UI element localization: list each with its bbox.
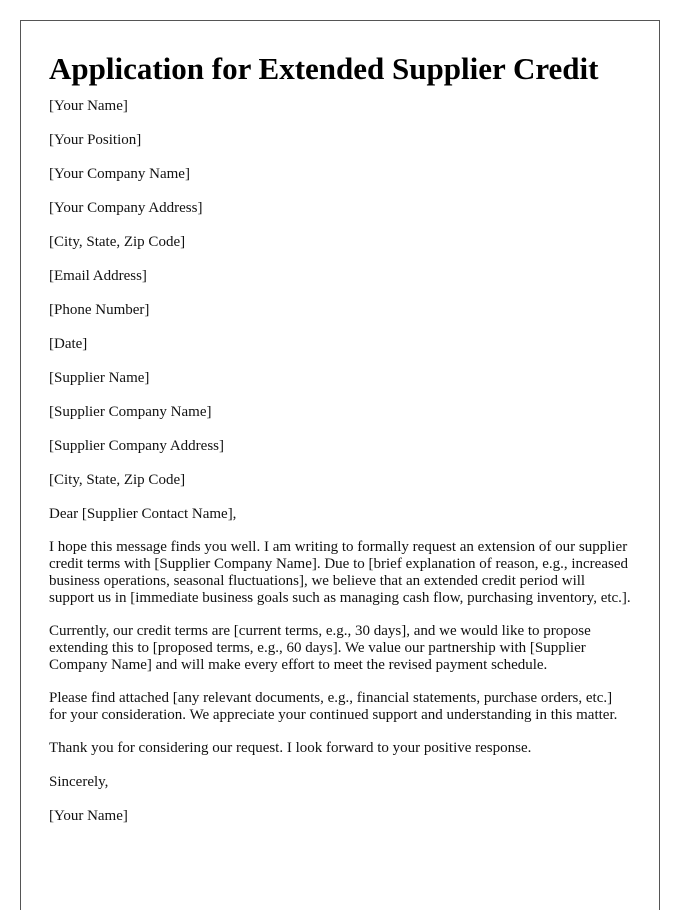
letter-title: Application for Extended Supplier Credit	[49, 51, 599, 86]
body-paragraph-1: I hope this message finds you well. I am writing to formally request an extension of our supplier credit terms with [Supplier Company Name]. Due to [brief explanation of reason, e.g., increased business operations, seasonal fluctuations], we believe that an extended credit period will support us in [immediate business goals such as managing cash flow, purchasing inventory, etc.].	[49, 539, 631, 606]
signature-name: [Your Name]	[49, 808, 128, 824]
closing: Sincerely,	[49, 774, 109, 790]
body-paragraph-2: Currently, our credit terms are [current terms, e.g., 30 days], and we would like to propose extending this to [proposed terms, e.g., 60 days]. We value our partnership with [Supplier Company Name] and will make every effort to meet the revised payment schedule.	[49, 623, 591, 673]
sender-position: [Your Position]	[49, 132, 142, 148]
sender-phone: [Phone Number]	[49, 302, 150, 318]
letter-page	[20, 20, 660, 910]
letter-date: [Date]	[49, 336, 88, 352]
sender-address: [Your Company Address]	[49, 200, 203, 216]
sender-email: [Email Address]	[49, 268, 147, 284]
salutation: Dear [Supplier Contact Name],	[49, 506, 237, 522]
recipient-name: [Supplier Name]	[49, 370, 150, 386]
sender-name: [Your Name]	[49, 98, 128, 114]
recipient-address: [Supplier Company Address]	[49, 438, 224, 454]
recipient-company: [Supplier Company Name]	[49, 404, 212, 420]
recipient-city-state-zip: [City, State, Zip Code]	[49, 472, 186, 488]
sender-city-state-zip: [City, State, Zip Code]	[49, 234, 186, 250]
body-paragraph-3: Please find attached [any relevant documents, e.g., financial statements, purchase orders, etc.] for your consideration. We appreciate your continued support and understanding in this matter.	[49, 690, 618, 723]
sender-company: [Your Company Name]	[49, 166, 190, 182]
body-paragraph-4: Thank you for considering our request. I look forward to your positive response.	[49, 740, 532, 756]
